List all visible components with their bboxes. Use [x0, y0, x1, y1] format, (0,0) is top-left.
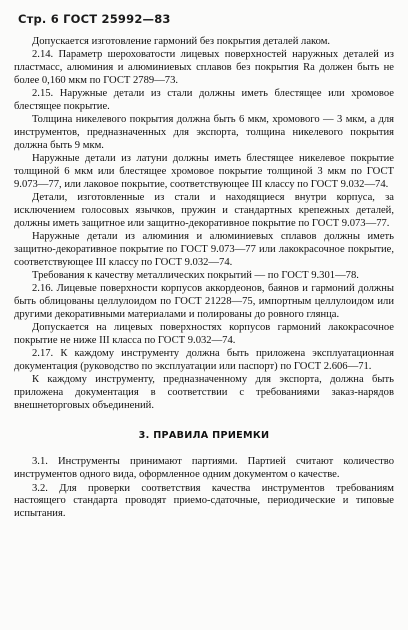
paragraph: 3.2. Для проверки соответствия качества инструментов требованиям настоящего стандарта проводят приемо-сдаточные, периодические и типовые испытания. [14, 482, 394, 520]
paragraph: 3.1. Инструменты принимают партиями. Партией считают количество инструментов одного вида, оформленное одним документом о качестве. [14, 456, 394, 481]
paragraph: К каждому инструменту, предназначенному для экспорта, должна быть приложена документация в соответствии с требованиями заказ-нарядов внешнеторговых объединений. [14, 374, 394, 411]
paragraph: Наружные детали из алюминия и алюминиевых сплавов должны иметь защитно-декоративное покрытие по ГОСТ 9.073—77 или лакокрасочное покрытие, соответствующее III классу по ГОСТ 9.032—74. [14, 230, 394, 268]
paragraph: Детали, изготовленные из стали и находящиеся внутри корпуса, за исключением голосовых язычков, пружин и стандартных крепежных деталей, должны иметь защитное или защитно-декоративное покрытие по ГОСТ 9.073—77. [14, 192, 394, 229]
paragraph: 2.15. Наружные детали из стали должны иметь блестящее или хромовое блестящее покрытие. [14, 88, 394, 112]
paragraph: 2.14. Параметр шероховатости лицевых поверхностей наружных деталей из пластмасс, алюминия и алюминиевых сплавов без покрытия Ra должен быть не более 0,160 мкм по ГОСТ 2789—73. [14, 49, 394, 86]
paragraph: Требования к качеству металлических покрытий — по ГОСТ 9.301—78. [32, 269, 359, 281]
paragraph: 2.16. Лицевые поверхности корпусов аккордеонов, баянов и гармоний должны быть облицованы целлулоидом по ГОСТ 21228—75, импортным целлулоидом или другими декоративными материалами и полированы до ровного глянца. [14, 283, 394, 320]
section-title: 3. ПРАВИЛА ПРИЕМКИ [138, 429, 270, 441]
paragraph: 2.17. К каждому инструменту должна быть приложена эксплуатационная документация (руководство по эксплуатации или паспорт) по ГОСТ 2.606—71. [14, 348, 394, 372]
paragraph: Допускается изготовление гармоний без покрытия деталей лаком. [32, 36, 331, 47]
paragraph: Допускается на лицевых поверхностях корпусов гармоний лакокрасочное покрытие не ниже III класса по ГОСТ 9.032—74. [14, 322, 394, 346]
paragraph: Толщина никелевого покрытия должна быть 6 мкм, хромового — 3 мкм, а для инструментов, предназначенных для экспорта, толщина никелевого покрытия должна быть 9 мкм. [14, 114, 394, 151]
document-body [14, 36, 394, 521]
page-header: Стр. 6 ГОСТ 25992—83 [18, 12, 171, 26]
paragraph: Наружные детали из латуни должны иметь блестящее никелевое покрытие толщиной 6 мкм или блестящее хромовое покрытие толщиной 3 мкм по ГОСТ 9.073—77, или лаковое покрытие, соответствующее III классу по ГОСТ 9.032—74. [14, 153, 394, 190]
